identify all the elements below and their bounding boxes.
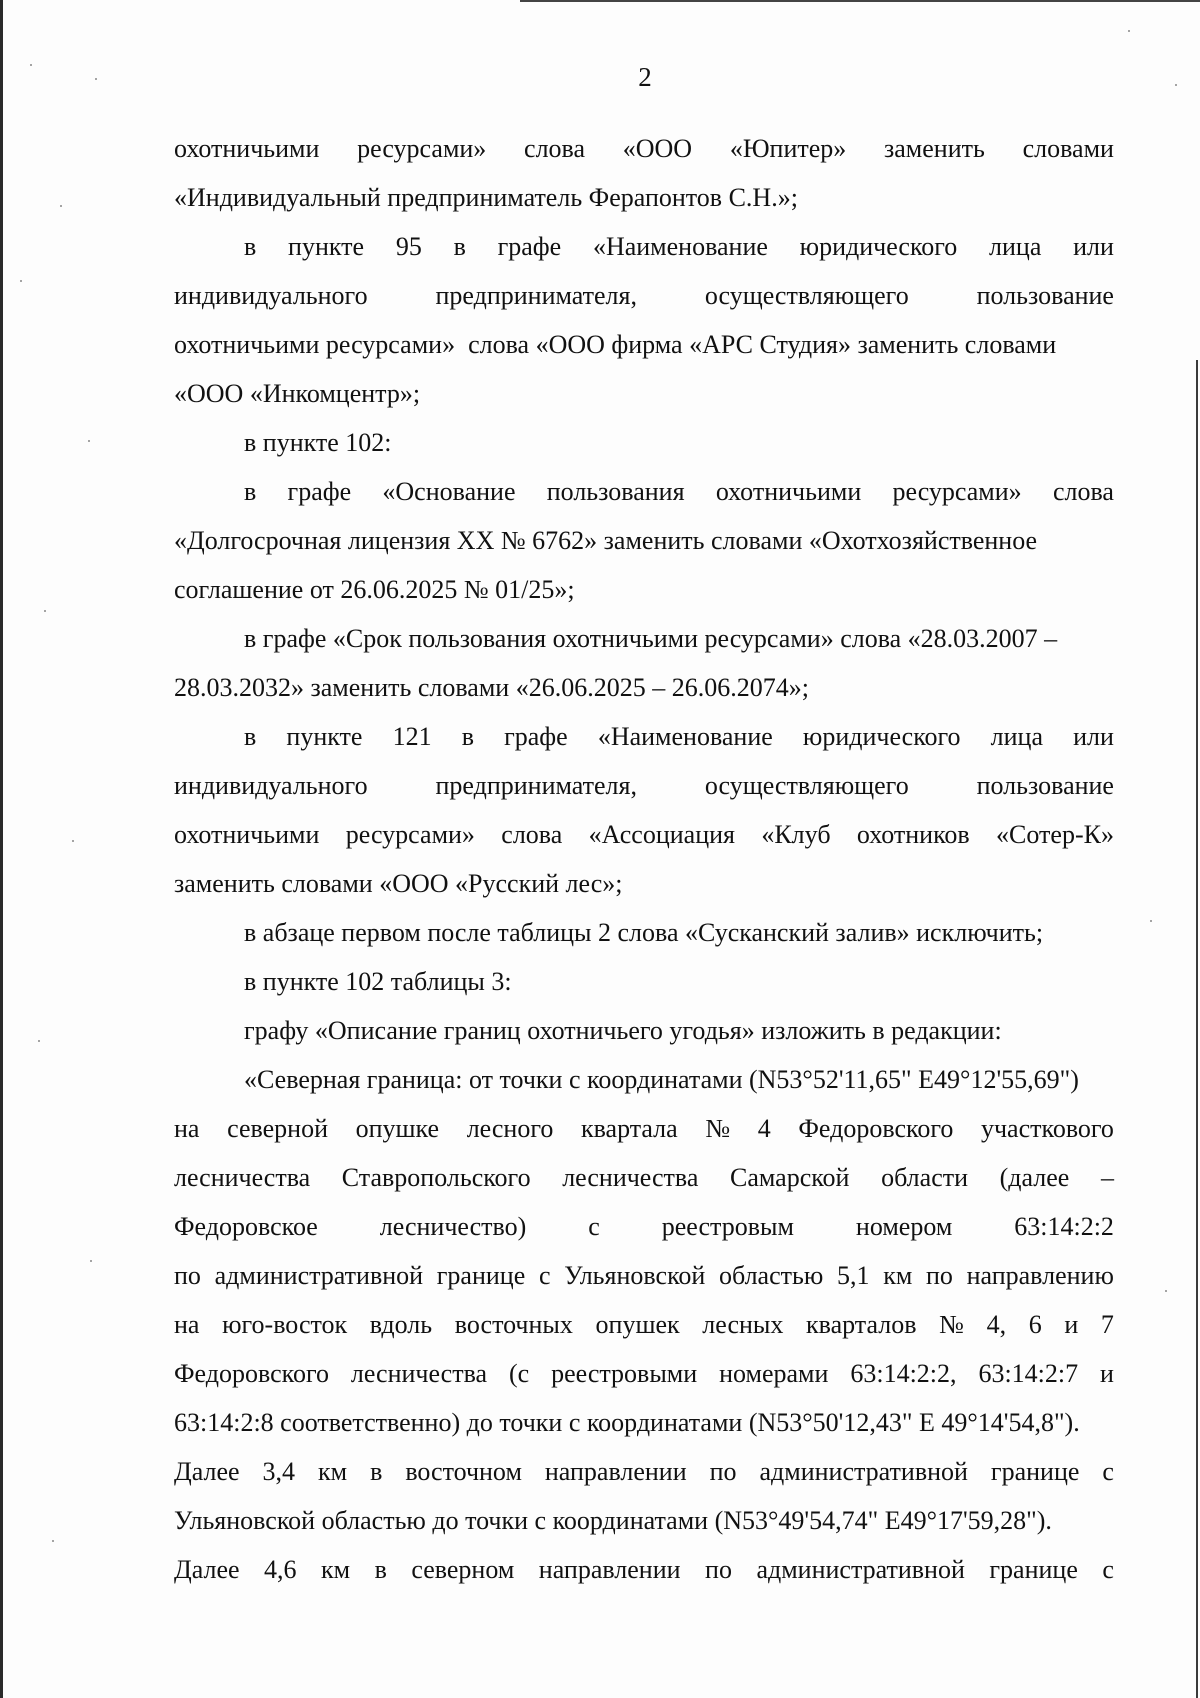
word: «ООО: [622, 134, 693, 163]
word: 4: [757, 1114, 771, 1143]
text-line: [174, 222, 1114, 271]
text-line: [174, 467, 1114, 516]
word: с: [538, 1261, 551, 1290]
word: пользование: [976, 771, 1114, 800]
word: области: [881, 1163, 969, 1192]
word: индивидуального: [174, 771, 368, 800]
word: (далее: [999, 1163, 1070, 1192]
text-line: в абзаце первом после таблицы 2 слова «Сусканский залив» исключить;: [244, 918, 1044, 947]
text-line: в пункте 102 таблицы 3:: [244, 967, 512, 996]
word: км: [883, 1261, 913, 1290]
word: в: [244, 477, 257, 506]
text-line: [174, 1104, 1114, 1153]
word: лесничества: [174, 1163, 311, 1192]
word: границе: [436, 1261, 526, 1290]
word: ресурсами»: [892, 477, 1022, 506]
word: Ульяновской: [564, 1261, 706, 1290]
word: «Сотер-К»: [996, 820, 1114, 849]
word: слова: [501, 820, 563, 849]
text-line: охотничьими ресурсами» слова «ООО фирма «АРС Студия» заменить словами: [174, 330, 1057, 359]
text-line: [174, 712, 1114, 761]
word: №: [939, 1310, 964, 1339]
word: км: [321, 1555, 351, 1584]
word: 121: [392, 722, 432, 751]
word: предпринимателя,: [435, 771, 637, 800]
word: предпринимателя,: [435, 281, 637, 310]
word: 6: [1028, 1310, 1042, 1339]
word: и: [1100, 1359, 1114, 1388]
text-line: [174, 810, 1114, 859]
word: восточном: [405, 1457, 522, 1486]
word: 95: [395, 232, 422, 261]
text-line: «Долгосрочная лицензия XX № 6762» заменить словами «Охотхозяйственное: [174, 526, 1038, 555]
word: заменить: [884, 134, 985, 163]
word: лесничества: [350, 1359, 488, 1388]
word: кварталов: [806, 1310, 917, 1339]
word: –: [1100, 1163, 1114, 1192]
word: административной: [756, 1555, 965, 1584]
word: с: [588, 1212, 600, 1241]
text-line: в графе «Срок пользования охотничьими ресурсами» слова «28.03.2007 –: [244, 624, 1058, 653]
word: 3,4: [262, 1457, 296, 1486]
scan-top-edge: [520, 0, 1200, 2]
text-line: [174, 271, 1114, 320]
word: Федоровского: [798, 1114, 954, 1143]
word: графе: [287, 477, 352, 506]
text-line: «Северная граница: от точки с координатами (N53°52'11,65" E49°12'55,69"): [244, 1065, 1079, 1094]
word: 63:14:2:7: [978, 1359, 1079, 1388]
page-number: 2: [638, 62, 652, 92]
text-line: Ульяновской областью до точки с координатами (N53°49'54,74" E49°17'59,28").: [174, 1506, 1052, 1535]
text-line: [174, 761, 1114, 810]
word: пункте: [286, 722, 363, 751]
word: участкового: [980, 1114, 1114, 1143]
text-line: в пункте 102:: [244, 428, 392, 457]
word: по: [705, 1555, 732, 1584]
word: по: [709, 1457, 737, 1486]
word: 5,1: [836, 1261, 870, 1290]
word: или: [1073, 232, 1114, 261]
scan-speck: [1128, 30, 1130, 32]
word: слова: [524, 134, 586, 163]
scan-speck: [90, 1260, 92, 1262]
word: северном: [411, 1555, 515, 1584]
word: охотников: [856, 820, 970, 849]
word: пользование: [976, 281, 1114, 310]
word: реестровыми: [551, 1359, 698, 1388]
text-line: [174, 1545, 1114, 1594]
word: 4,: [986, 1310, 1007, 1339]
scan-speck: [38, 1040, 40, 1042]
word: вдоль: [369, 1310, 433, 1339]
word: административной: [214, 1261, 424, 1290]
text-line: 63:14:2:8 соответственно) до точки с координатами (N53°50'12,43" E 49°14'54,8").: [174, 1408, 1080, 1437]
text-line: «Индивидуальный предприниматель Ферапонтов С.Н.»;: [174, 183, 798, 212]
word: охотничьими: [715, 477, 862, 506]
word: восточных: [454, 1310, 573, 1339]
text-line: «ООО «Инкомцентр»;: [174, 379, 421, 408]
word: направлении: [544, 1457, 687, 1486]
word: в: [461, 722, 474, 751]
text-line: [174, 1202, 1114, 1251]
word: Самарской: [730, 1163, 850, 1192]
scan-speck: [60, 205, 62, 207]
word: с: [1102, 1555, 1114, 1584]
text-line: [174, 1153, 1114, 1202]
word: реестровым: [661, 1212, 794, 1241]
word: квартала: [580, 1114, 678, 1143]
word: в: [453, 232, 466, 261]
word: «Наименование: [592, 232, 768, 261]
word: или: [1073, 722, 1114, 751]
word: в: [244, 232, 257, 261]
word: Федоровского: [174, 1359, 329, 1388]
scan-speck: [72, 840, 74, 842]
word: индивидуального: [174, 281, 368, 310]
word: пользования: [546, 477, 685, 506]
word: юго-восток: [222, 1310, 348, 1339]
word: охотничьими: [174, 820, 320, 849]
scan-speck: [1165, 1290, 1167, 1292]
word: 63:14:2:2,: [850, 1359, 957, 1388]
scan-left-edge: [0, 0, 3, 1698]
word: «Основание: [382, 477, 516, 506]
word: с: [1102, 1457, 1114, 1486]
text-line: графу «Описание границ охотничьего угодья» изложить в редакции:: [244, 1016, 1002, 1045]
word: Далее: [174, 1555, 240, 1584]
word: графе: [504, 722, 568, 751]
word: км: [318, 1457, 348, 1486]
word: по: [174, 1261, 201, 1290]
scan-speck: [52, 1540, 54, 1542]
word: на: [174, 1114, 200, 1143]
word: пункте: [288, 232, 365, 261]
word: северной: [227, 1114, 328, 1143]
word: осуществляющего: [704, 771, 909, 800]
text-line: заменить словами «ООО «Русский лес»;: [174, 869, 623, 898]
word: ресурсами»: [345, 820, 475, 849]
word: охотничьими: [174, 134, 320, 163]
word: Далее: [174, 1457, 240, 1486]
word: лесных: [702, 1310, 784, 1339]
text-line: [174, 1349, 1114, 1398]
word: опушек: [595, 1310, 680, 1339]
word: лесничество): [379, 1212, 527, 1241]
word: графе: [497, 232, 562, 261]
word: лесничества: [562, 1163, 699, 1192]
document-body: [174, 124, 1114, 1594]
word: (с: [508, 1359, 530, 1388]
word: 63:14:2:2: [1014, 1212, 1114, 1241]
scan-speck: [1150, 920, 1152, 922]
word: направлении: [538, 1555, 681, 1584]
word: осуществляющего: [704, 281, 909, 310]
scan-speck: [20, 280, 22, 282]
word: Ставропольского: [341, 1163, 531, 1192]
text-line: [174, 1447, 1114, 1496]
text-line: [174, 1251, 1114, 1300]
scan-right-edge: [1196, 360, 1198, 1698]
word: лесного: [466, 1114, 554, 1143]
word: лица: [989, 232, 1042, 261]
word: 7: [1100, 1310, 1114, 1339]
word: областью: [719, 1261, 824, 1290]
word: ресурсами»: [357, 134, 487, 163]
scan-speck: [44, 610, 46, 612]
word: номерами: [719, 1359, 829, 1388]
word: «Ассоциация: [588, 820, 735, 849]
word: опушке: [355, 1114, 440, 1143]
word: 4,6: [264, 1555, 297, 1584]
text-line: 28.03.2032» заменить словами «26.06.2025 – 26.06.2074»;: [174, 673, 809, 702]
word: юридического: [802, 722, 961, 751]
word: «Клуб: [761, 820, 831, 849]
word: и: [1064, 1310, 1079, 1339]
word: границе: [989, 1555, 1078, 1584]
text-line: соглашение от 26.06.2025 № 01/25»;: [174, 575, 575, 604]
word: слова: [1052, 477, 1114, 506]
word: по: [925, 1261, 953, 1290]
scan-speck: [88, 440, 90, 442]
word: в: [244, 722, 257, 751]
word: лица: [990, 722, 1044, 751]
word: в: [370, 1457, 383, 1486]
word: словами: [1022, 134, 1114, 163]
word: Федоровское: [174, 1212, 318, 1241]
word: административной: [759, 1457, 968, 1486]
word: границе: [990, 1457, 1080, 1486]
word: юридического: [799, 232, 958, 261]
word: «Наименование: [597, 722, 773, 751]
word: направлению: [966, 1261, 1114, 1290]
word: №: [705, 1114, 731, 1143]
word: в: [374, 1555, 387, 1584]
text-line: [174, 1300, 1114, 1349]
word: на: [174, 1310, 200, 1339]
word: номером: [855, 1212, 953, 1241]
word: «Юпитер»: [729, 134, 847, 163]
text-line: [174, 124, 1114, 173]
